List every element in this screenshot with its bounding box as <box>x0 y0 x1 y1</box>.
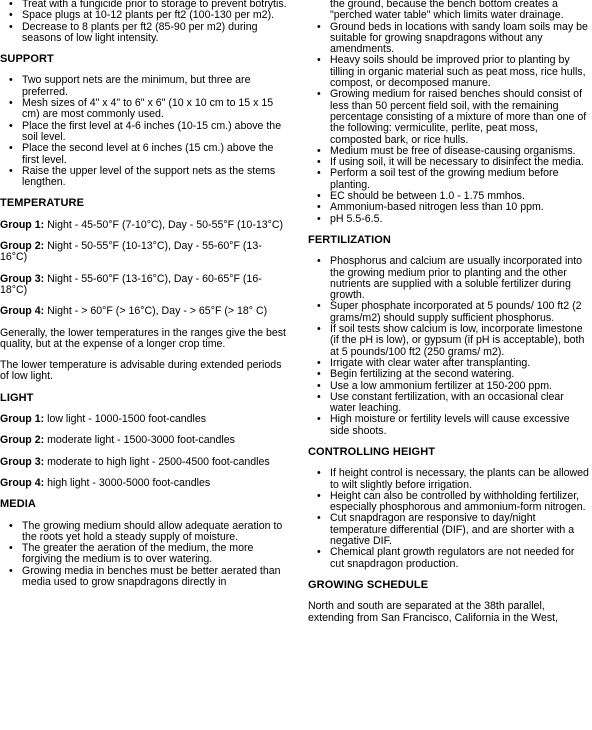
list-item: • Perform a soil test of the growing medium before planting. <box>308 168 590 191</box>
list-item: • Place the second level at 6 inches (15 cm.) above the first level. <box>0 143 288 166</box>
list-item: • The greater the aeration of the medium, the more forgiving the medium is to over watering. <box>0 543 288 566</box>
light-group-1: Group 1: low light - 1000-1500 foot-candles <box>0 413 207 426</box>
fertilization-heading: FERTILIZATION <box>308 233 391 246</box>
list-item: • Two support nets are the minimum, but three are preferred. <box>0 75 288 98</box>
growing-schedule-heading: GROWING SCHEDULE <box>308 578 429 591</box>
right-column <box>308 0 590 624</box>
media-heading: MEDIA <box>0 498 36 511</box>
list-item: • Cut snapdragon are responsive to day/night temperature differential (DIF), and are shorter with a negative DIF. <box>308 513 590 547</box>
controlling-height-bullet-list <box>308 468 590 570</box>
list-item: • Ammonium-based nitrogen less than 10 ppm. <box>308 202 590 213</box>
left-column <box>0 0 288 588</box>
list-item: • Use constant fertilization, with an occasional clear water leaching. <box>308 392 590 415</box>
list-item: • If using soil, it will be necessary to disinfect the media. <box>308 157 590 168</box>
fertilization-bullet-list <box>308 256 590 437</box>
light-group-4: Group 4: high light - 3000-5000 foot-candles <box>0 476 211 489</box>
list-item: • Medium must be free of disease-causing organisms. <box>308 146 590 157</box>
light-group-3: Group 3: moderate to high light - 2500-4500 foot-candles <box>0 455 270 468</box>
list-item: • High moisture or fertility levels will cause excessive side shoots. <box>308 414 590 437</box>
list-item: • Use a low ammonium fertilizer at 150-200 ppm. <box>308 381 590 392</box>
list-item: • Growing media in benches must be better aerated than media used to grow snapdragons directly in <box>0 566 288 589</box>
list-item: • Growing medium for raised benches should consist of less than 50 percent field soil, with the remaining percentage consisting of a mixture of more than one of the following: vermiculite, perlite, peat moss, composted bark, or rice hulls. <box>308 89 590 145</box>
list-item: • pH 5.5-6.5. <box>308 214 590 225</box>
intro-bullet-list <box>0 0 288 44</box>
temperature-paragraph-1: Generally, the lower temperatures in the ranges give the best quality, but at the expense of a longer crop time. <box>0 326 286 350</box>
list-item: • EC should be between 1.0 - 1.75 mmhos. <box>308 191 590 202</box>
support-bullet-list <box>0 75 288 188</box>
list-item: • If soil tests show calcium is low, incorporate limestone (if the pH is low), or gypsum (if pH is acceptable), both at 5 pounds/100 ft2 (250 grams/ m2). <box>308 324 590 358</box>
list-item: • Place the first level at 4-6 inches (10-15 cm.) above the soil level. <box>0 121 288 144</box>
list-item: • Phosphorus and calcium are usually incorporated into the growing medium prior to planting and the other nutrients are supplied with a soluble fertilizer during growth. <box>308 256 590 301</box>
temperature-group-4: Group 4: Night - > 60°F (> 16°C), Day - > 65°F (> 18° C) <box>0 305 268 318</box>
light-group-2: Group 2: moderate light - 1500-3000 foot-candles <box>0 434 235 447</box>
media-continued-text: the ground, because the bench bottom creates a "perched water table" which limits water drainage. <box>330 0 564 22</box>
list-item: • Ground beds in locations with sandy loam soils may be suitable for growing snapdragons without any amendments. <box>308 22 590 56</box>
list-item: • The growing medium should allow adequate aeration to the roots yet hold a steady supply of moisture. <box>0 521 288 544</box>
temperature-group-2: Group 2: Night - 50-55°F (10-13°C), Day - 55-60°F (13-16°C) <box>0 240 262 264</box>
light-heading: LIGHT <box>0 391 34 404</box>
list-item: • Space plugs at 10-12 plants per ft2 (100-130 per m2). <box>0 10 288 21</box>
temperature-heading: TEMPERATURE <box>0 197 85 210</box>
list-item: • Chemical plant growth regulators are not needed for cut snapdragon production. <box>308 547 590 570</box>
list-item: • Raise the upper level of the support nets as the stems lengthen. <box>0 166 288 189</box>
list-item: • Heavy soils should be improved prior to planting by tilling in organic material such as peat moss, rice hulls, compost, or decomposed manure. <box>308 55 590 89</box>
controlling-height-heading: CONTROLLING HEIGHT <box>308 445 436 458</box>
list-item: • Irrigate with clear water after transplanting. <box>308 358 590 369</box>
list-item: • Decrease to 8 plants per ft2 (85-90 per m2) during seasons of low light intensity. <box>0 22 288 45</box>
list-item: • Treat with a fungicide prior to storage to prevent botrytis. <box>0 0 288 10</box>
temperature-paragraph-2: The lower temperature is advisable during extended periods of low light. <box>0 359 282 383</box>
temperature-group-3: Group 3: Night - 55-60°F (13-16°C), Day - 60-65°F (16-18°C) <box>0 272 262 296</box>
growing-schedule-paragraph: North and south are separated at the 38th parallel, extending from San Francisco, California in the West, <box>308 600 559 624</box>
list-item: • Super phosphate incorporated at 5 pounds/ 100 ft2 (2 grams/m2) should supply sufficient phosphorus. <box>308 301 590 324</box>
list-item: • If height control is necessary, the plants can be allowed to wilt slightly before irrigation. <box>308 468 590 491</box>
support-heading: SUPPORT <box>0 53 54 66</box>
temperature-group-1: Group 1: Night - 45-50°F (7-10°C), Day - 50-55°F (10-13°C) <box>0 218 284 231</box>
list-item: • Height can also be controlled by withholding fertilizer, especially phosphorous and ammonium-form nitrogen. <box>308 491 590 514</box>
list-item: • Begin fertilizing at the second watering. <box>308 369 590 380</box>
media-continued-bullet-list <box>308 22 590 225</box>
list-item: • Mesh sizes of 4" x 4" to 6" x 6" (10 x 10 cm to 15 x 15 cm) are most commonly used. <box>0 98 288 121</box>
media-bullet-list <box>0 521 288 589</box>
